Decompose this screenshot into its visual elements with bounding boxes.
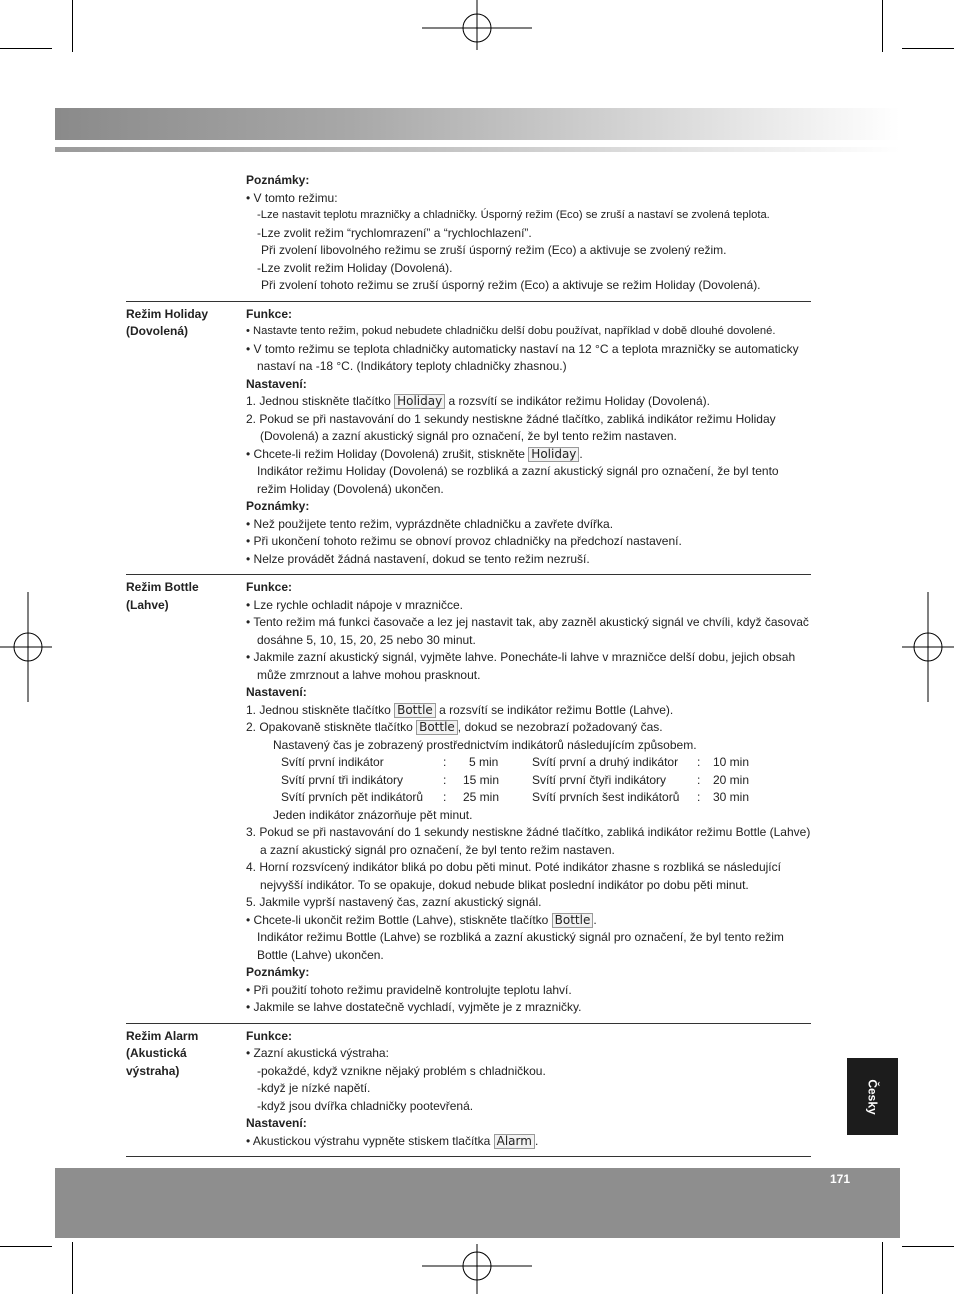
bullet-text: • Při ukončení tohoto režimu se obnoví provoz chladničky na předchozí nastavení. [246,534,682,548]
bottle-button-icon: Bottle [552,913,594,928]
bottle-button-icon: Bottle [416,720,458,735]
table-row: Svítí první tři indikátory : 15 min Svítí první čtyři indikátory : 20 min [281,772,750,787]
section-alarm [126,1024,811,1158]
bullet-text: • Nastavte tento režim, pokud nebudete chladničku delší dobu používat, například v době dlouhé dovolené. [246,325,776,337]
footer-bar [55,1168,900,1238]
language-tab: Česky [847,1058,898,1135]
section-label: Režim Holiday (Dovolená) [126,306,209,338]
table-row: Svítí první indikátor : 5 min Svítí první a druhý indikátor : 10 min [281,755,750,769]
alarm-button-icon: Alarm [494,1134,535,1149]
settings-heading: Nastavení: [246,376,307,391]
section-bottle [126,575,811,1024]
header-divider [55,147,900,152]
table-row: Svítí prvních pět indikátorů : 25 min Svítí prvních šest indikátorů : 30 min [281,790,750,804]
bullet-text: • Než použijete tento režim, vyprázdněte chladničku a zavřete dvířka. [246,516,614,531]
page-content [126,172,811,1157]
bullet-text: • Při použití tohoto režimu pravidelně kontrolujte teplotu lahví. [246,982,572,997]
indicator-table [246,754,811,807]
bullet-text: • Jakmile se lahve dostatečně vychladí, vyjměte je z mrazničky. [246,1000,582,1014]
line-text: -Lze nastavit teplotu mrazničky a chladničky. Úsporný režim (Eco) se zruší a nastaví se zvolená teplota. [257,209,770,221]
line-text: Indikátor režimu Bottle (Lahve) se rozbliká a zazní akustický signál pro označení, že byl tento režim Bottle (Lahve) ukončen. [257,930,784,962]
step-5: 5. Jakmile vyprší nastavený čas, zazní akustický signál. [246,895,542,909]
line-text: Nastavený čas je zobrazený prostřednictvím indikátorů následujícím způsobem. [273,737,697,752]
function-heading: Funkce: [246,580,293,594]
line-text: -když je nízké napětí. [257,1081,371,1095]
intro-notes [126,172,811,302]
bullet-text: • Lze rychle ochladit nápoje v mrazničce. [246,597,463,612]
bullet-text: • Zazní akustická výstraha: [246,1046,389,1060]
page-number: 171 [829,1172,850,1186]
settings-heading: Nastavení: [246,1116,307,1130]
line-text: -Lze zvolit režim Holiday (Dovolená). [257,260,453,275]
bullet-text: • V tomto režimu se teplota chladničky automaticky nastaví na 12 °C a teplota mrazničky se automaticky nastaví na -18 °C. (Indikátory teploty chladničky zhasnou.) [246,341,799,373]
bullet-text: • Nelze provádět žádná nastavení, dokud se tento režim nezruší. [246,551,590,566]
holiday-button-icon: Holiday [528,447,579,462]
registration-mark-bottom [422,1244,532,1294]
section-holiday [126,302,811,576]
header-bar [55,108,900,140]
step-3: 3. Pokud se při nastavování do 1 sekundy nestiskne žádné tlačítko, zabliká indikátor režimu Bottle (Lahve) a zazní akustický signál pro označení, že byl tento režim nastaven. [246,825,811,857]
line-text: Indikátor režimu Holiday (Dovolená) se rozbliká a zazní akustický signál pro označení, že byl tento režim Holiday (Dovolená) ukončen. [257,464,779,496]
registration-mark-left [0,592,52,702]
function-heading: Funkce: [246,306,293,321]
section-label: Režim Alarm (Akustická výstraha) [126,1028,199,1078]
settings-heading: Nastavení: [246,685,307,699]
line-text: -když jsou dvířka chladničky pootevřená. [257,1098,474,1113]
step-1: 1. Jednou stiskněte tlačítko Holiday a rozsvítí se indikátor režimu Holiday (Dovolená). [246,394,710,408]
step-2: 2. Pokud se při nastavování do 1 sekundy nestiskne žádné tlačítko, zabliká indikátor režimu Holiday (Dovolená) a zazní akustický signál pro označení, že byl tento režim nastaven. [246,411,776,443]
bullet-text: • Jakmile zazní akustický signál, vyjměte lahve. Ponecháte-li lahve v mrazničce delší dobu, jejich obsah může zmrznout a lahve mohou prasknout. [246,650,796,682]
notes-heading: Poznámky: [246,173,310,187]
step-1: 1. Jednou stiskněte tlačítko Bottle a rozsvítí se indikátor režimu Bottle (Lahve). [246,702,674,717]
bullet-text: • V tomto režimu: [246,190,338,205]
holiday-button-icon: Holiday [394,394,445,409]
section-label: Režim Bottle (Lahve) [126,580,199,612]
step-2: 2. Opakovaně stiskněte tlačítko Bottle , dokud se nezobrazí požadovaný čas. [246,720,663,734]
alarm-step: • Akustickou výstrahu vypněte stiskem tlačítka Alarm . [246,1133,539,1148]
step-4: 4. Horní rozsvícený indikátor bliká po dobu pěti minut. Poté indikátor zhasne s rozbliká se následující nejvyšší indikátor. To se opakuje, dokud nebude blikat poslední indikátor po dobu pěti minut. [246,860,781,892]
cancel-step: • Chcete-li režim Holiday (Dovolená) zrušit, stiskněte Holiday . [246,446,583,461]
cancel-step: • Chcete-li ukončit režim Bottle (Lahve), stiskněte tlačítko Bottle . [246,912,597,927]
function-heading: Funkce: [246,1028,293,1043]
registration-mark-top [422,0,532,50]
bottle-button-icon: Bottle [394,703,436,718]
line-text: Při zvolení tohoto režimu se zruší úsporný režim (Eco) a aktivuje se režim Holiday (Dovolená). [261,278,761,292]
line-text: -pokaždé, když vznikne nějaký problém s chladničkou. [257,1063,546,1078]
line-text: Jeden indikátor znázorňuje pět minut. [273,807,473,822]
line-text: -Lze zvolit režim “rychlomrazení” a “rychlochlazení”. [257,225,532,240]
bullet-text: • Tento režim má funkci časovače a lez jej nastavit tak, aby zazněl akustický signál ve chvíli, když časovač dosáhne 5, 10, 15, 20, 25 nebo 30 minut. [246,615,809,647]
line-text: Při zvolení libovolného režimu se zruší úsporný režim (Eco) a aktivuje se zvolený režim. [261,243,727,257]
registration-mark-right [902,592,954,702]
notes-heading: Poznámky: [246,499,310,513]
notes-heading: Poznámky: [246,965,310,979]
